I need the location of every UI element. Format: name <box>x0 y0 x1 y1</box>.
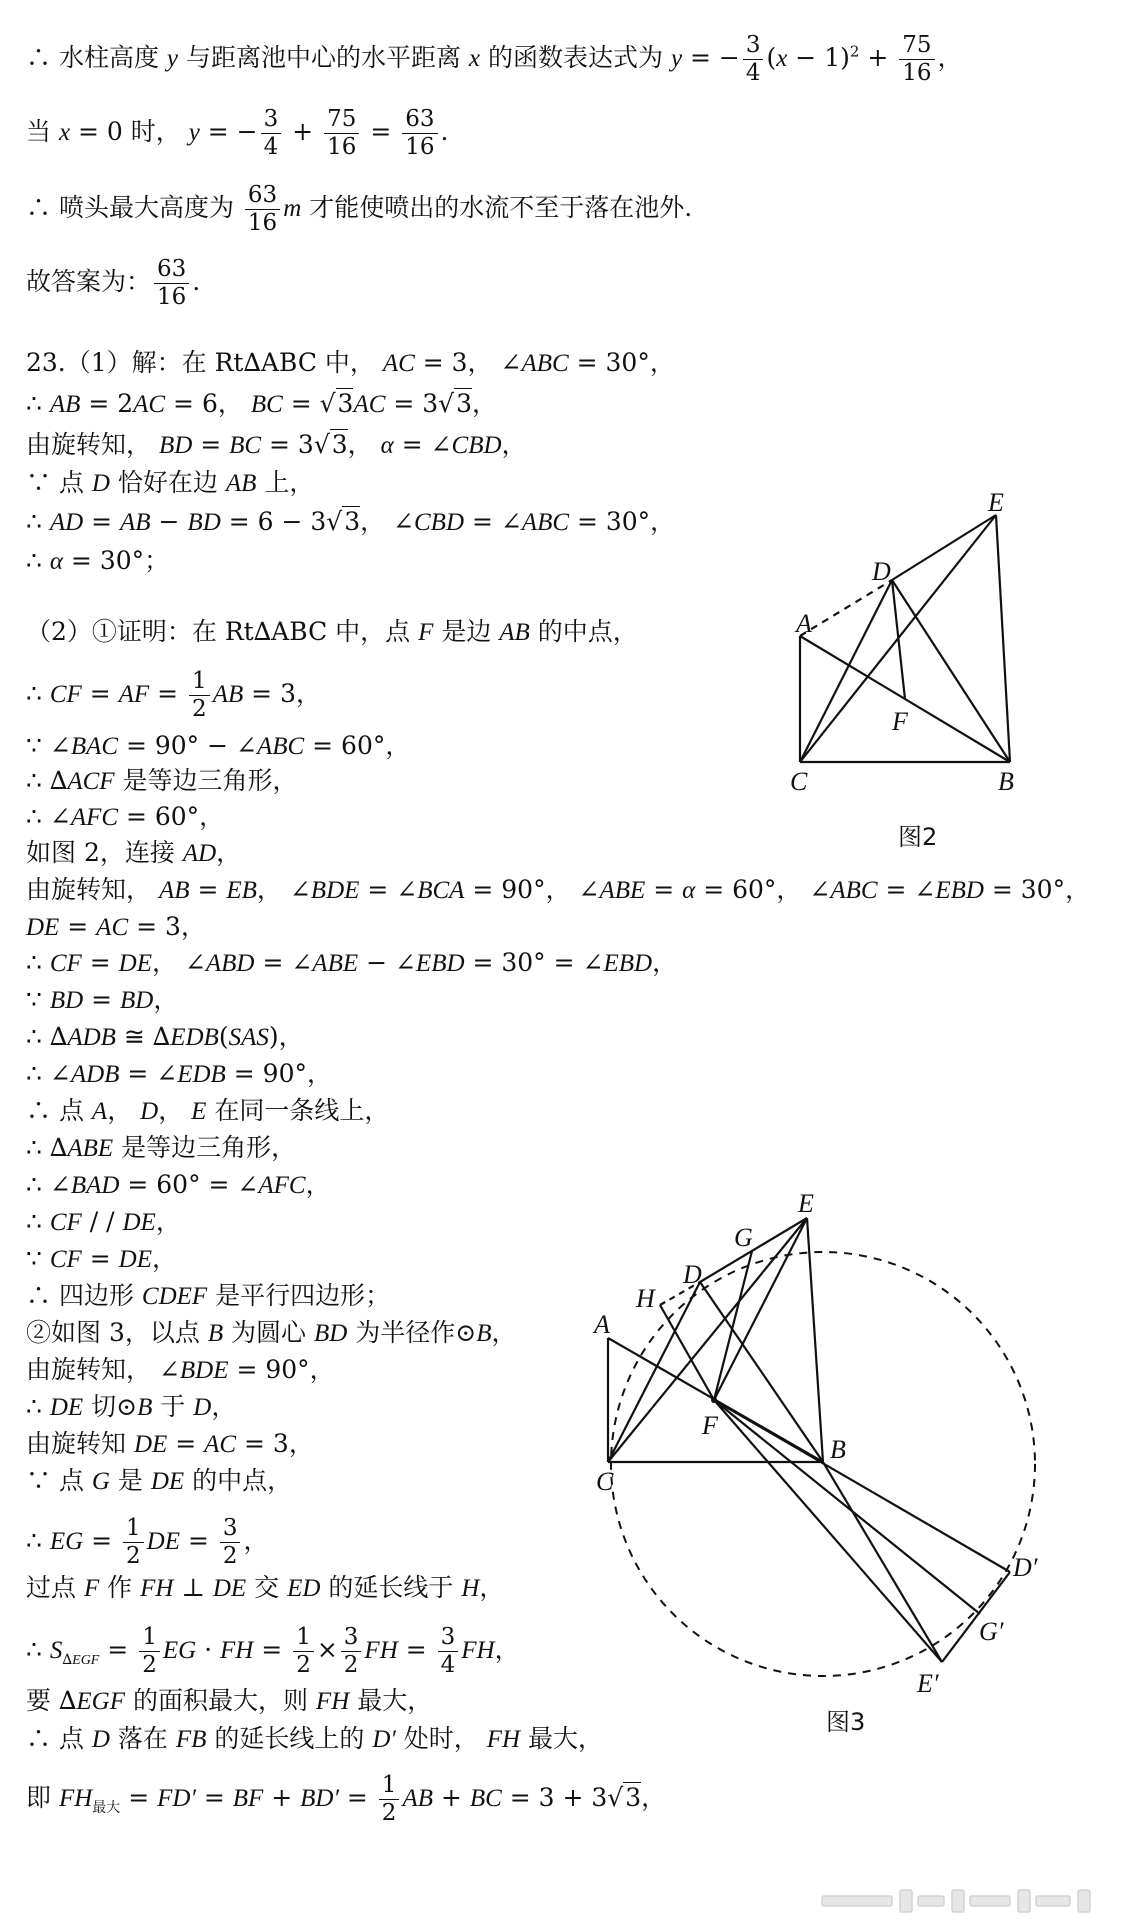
text-line: ∵ ∠BAC = 90° − ∠ABC = 60°， <box>26 731 411 760</box>
text-line: DE = AC = 3， <box>26 912 206 941</box>
text-line: ∴ ∠AFC = 60°， <box>26 802 225 831</box>
label-E: E <box>798 1189 814 1218</box>
segment-FE2 <box>714 1400 942 1662</box>
label-A: A <box>594 1310 610 1339</box>
text-line: ∴ CF / / DE， <box>26 1207 181 1236</box>
text-line: 由旋转知， BD = BC = 3√3， α = ∠CBD， <box>26 430 527 459</box>
text-line: ∴ ∆ABE 是等边三角形， <box>26 1133 297 1162</box>
text-line: 由旋转知， AB = EB， ∠BDE = ∠BCA = 90°， ∠ABE = α = 60°， ∠ABC = ∠EBD = 30°， <box>26 875 1091 904</box>
text-line: ∴ CF = DE， ∠ABD = ∠ABE − ∠EBD = 30° = ∠EBD， <box>26 948 678 977</box>
text-line: ∴ AD = AB − BD = 6 − 3√3， ∠CBD = ∠ABC = 30°， <box>26 507 676 536</box>
text-line: 故答案为： $\frac{63}{16}$ . <box>26 256 201 310</box>
label-G: G <box>734 1223 753 1252</box>
text-line: ∴ EG = $\frac{1}{2}$ DE = $\frac{3}{2}$ ， <box>26 1515 269 1569</box>
label-A: A <box>796 609 812 638</box>
text-line: 由旋转知 DE = AC = 3， <box>26 1429 314 1458</box>
label-G-prime: G′ <box>979 1617 1004 1646</box>
label-H: H <box>636 1284 655 1313</box>
text-line: ∴ 水柱高度 y 与距离池中心的水平距离 x 的函数表达式为 y = − $\frac{3}{4}$ $(x - 1)^2$ + $\frac{75}{16}$ ， <box>26 32 963 86</box>
text-line: ∴ α = 30°； <box>26 546 170 575</box>
segment-FG2 <box>714 1400 980 1614</box>
label-E: E <box>988 488 1004 517</box>
text-line: 当 x = 0 时， y = − $\frac{3}{4}$ + $\frac{75}{16}$ = $\frac{63}{16}$ . <box>26 106 449 160</box>
watermark-marks <box>822 1888 1122 1914</box>
text-line: ∴ ∠BAD = 60° = ∠AFC， <box>26 1170 331 1199</box>
text-line: ∴ 喷头最大高度为 $\frac{63}{16}$ m 才能使喷出的水流不至于落在池外. <box>26 182 693 236</box>
text-line: ∴ AB = 2AC = 6， BC = √3AC = 3√3， <box>26 389 498 418</box>
text-line: 过点 F 作 FH ⊥ DE 交 ED 的延长线于 H， <box>26 1573 505 1602</box>
point-F <box>711 1397 717 1403</box>
figure-3-caption: 图3 <box>826 1708 866 1736</box>
text-line: 即 $FH_{最大} = FD'$ = BF + BD′ = $\frac{1}{2}$ AB + BC = 3 + 3√3， <box>26 1772 667 1826</box>
label-D: D <box>683 1260 702 1289</box>
text-line: 如图 2，连接 AD， <box>26 838 242 867</box>
text-line: ②如图 3，以点 B 为圆心 BD 为半径作⊙B， <box>26 1318 517 1347</box>
text-line: ∵ CF = DE， <box>26 1244 177 1273</box>
text-line: 由旋转知， ∠BDE = 90°， <box>26 1355 335 1384</box>
label-D: D <box>872 557 891 586</box>
label-D-prime: D′ <box>1013 1553 1038 1582</box>
label-E-prime: E′ <box>917 1669 939 1698</box>
text-line: ∴ 点 A， D， E 在同一条线上， <box>26 1096 390 1125</box>
figure-2-caption: 图2 <box>898 823 938 851</box>
text-line: ∴ CF = AF = $\frac{1}{2}$ AB = 3， <box>26 668 321 722</box>
segment-BE2 <box>823 1462 942 1662</box>
label-B: B <box>998 767 1014 796</box>
label-B: B <box>830 1435 846 1464</box>
label-C: C <box>790 767 808 796</box>
text-line: ∴ 四边形 CDEF 是平行四边形； <box>26 1281 391 1310</box>
label-F: F <box>702 1411 718 1440</box>
text-line: ∴ ∆ACF 是等边三角形， <box>26 766 298 795</box>
text-line: ∴ $S_{\Delta EGF}$ = $\frac{1}{2}$ EG · FH = $\frac{1}{2}$ × $\frac{3}{2}$ FH = $\frac{3}{4}$ FH， <box>26 1624 520 1678</box>
text-line: 要 ∆EGF 的面积最大，则 FH 最大， <box>26 1686 433 1715</box>
segment-FH <box>660 1305 714 1400</box>
text-line: ∴ ∆ADB ≅ ∆EDB(SAS)， <box>26 1022 304 1051</box>
segment-BE <box>807 1218 823 1462</box>
text-line: ∴ ∠ADB = ∠EDB = 90°， <box>26 1059 332 1088</box>
text-line: ∵ 点 G 是 DE 的中点， <box>26 1466 293 1495</box>
label-F: F <box>892 707 908 736</box>
text-line: ∴ DE 切⊙B 于 D， <box>26 1392 237 1421</box>
label-C: C <box>596 1467 614 1496</box>
text-line: ∵ 点 D 恰好在边 AB 上， <box>26 468 315 497</box>
text-line: ∴ 点 D 落在 FB 的延长线上的 D′ 处时， FH 最大， <box>26 1724 604 1753</box>
segment-FD2 <box>714 1400 1010 1572</box>
text-line: ∵ BD = BD， <box>26 985 179 1014</box>
text-line: （2）①证明：在 Rt∆ABC 中，点 F 是边 AB 的中点， <box>26 617 638 646</box>
text-line: 23.（1）解：在 Rt∆ABC 中， AC = 3， ∠ABC = 30°， <box>26 348 675 377</box>
